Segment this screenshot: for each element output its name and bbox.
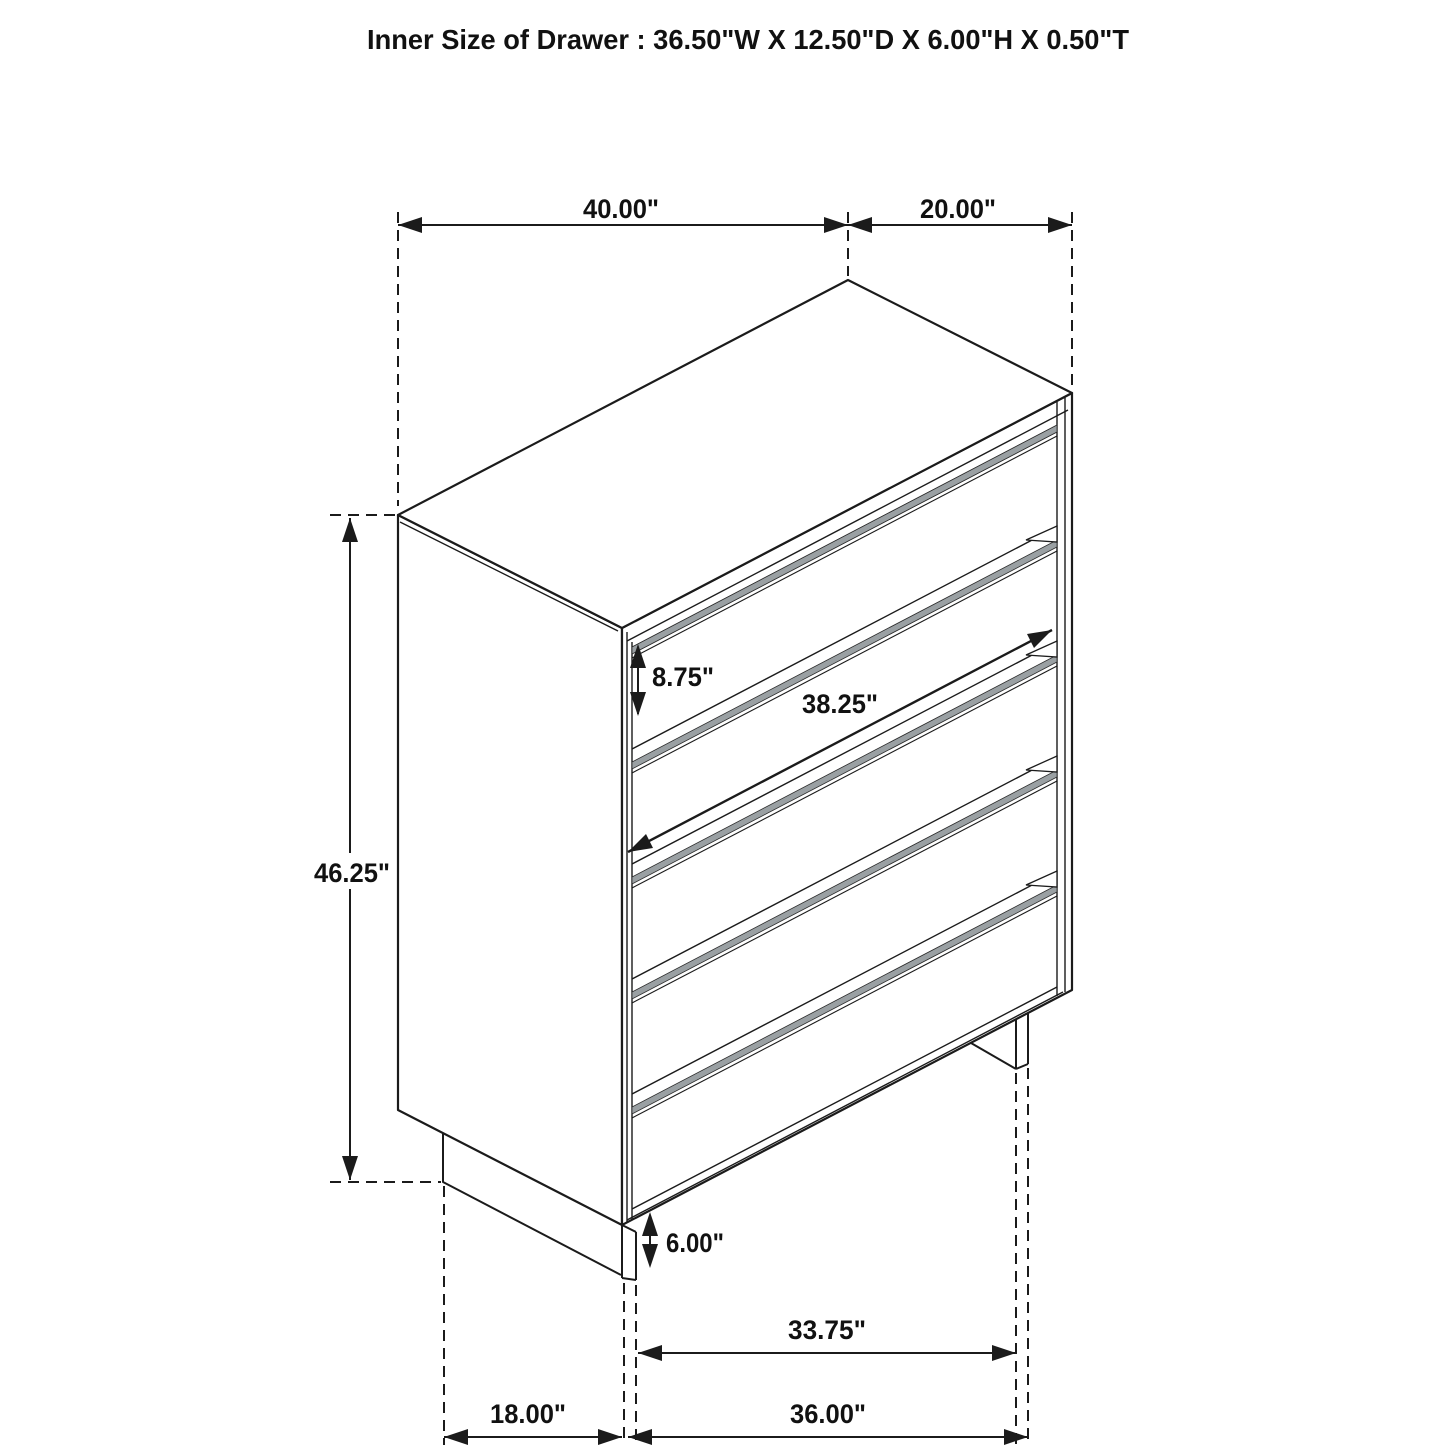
dim-base-depth-18-00	[444, 1399, 622, 1445]
dim-width-40	[398, 194, 848, 233]
dim-base-inner-33-75	[638, 1315, 1016, 1361]
dim-label-base-height: 6.00"	[666, 1228, 724, 1258]
dim-base-height-6-00	[642, 1212, 724, 1268]
dim-label-drawer-front-height: 8.75"	[652, 662, 714, 692]
dim-label-base-depth: 18.00"	[490, 1399, 566, 1429]
side-panel	[398, 515, 622, 1225]
dim-label-top-width: 40.00"	[583, 194, 659, 224]
dim-label-top-depth: 20.00"	[920, 194, 996, 224]
dim-label-base-inner-width: 33.75"	[788, 1315, 866, 1345]
dim-base-width-36-00	[628, 1399, 1028, 1445]
diagram-title: Inner Size of Drawer : 36.50"W X 12.50"D X 6.00"H X 0.50"T	[367, 24, 1129, 55]
dim-depth-20	[848, 194, 1072, 233]
cabinet-drawing	[398, 280, 1072, 1280]
dim-label-overall-height: 46.25"	[314, 858, 390, 888]
dim-label-drawer-diagonal: 38.25"	[802, 689, 878, 719]
dim-label-base-outer-width: 36.00"	[790, 1399, 866, 1429]
